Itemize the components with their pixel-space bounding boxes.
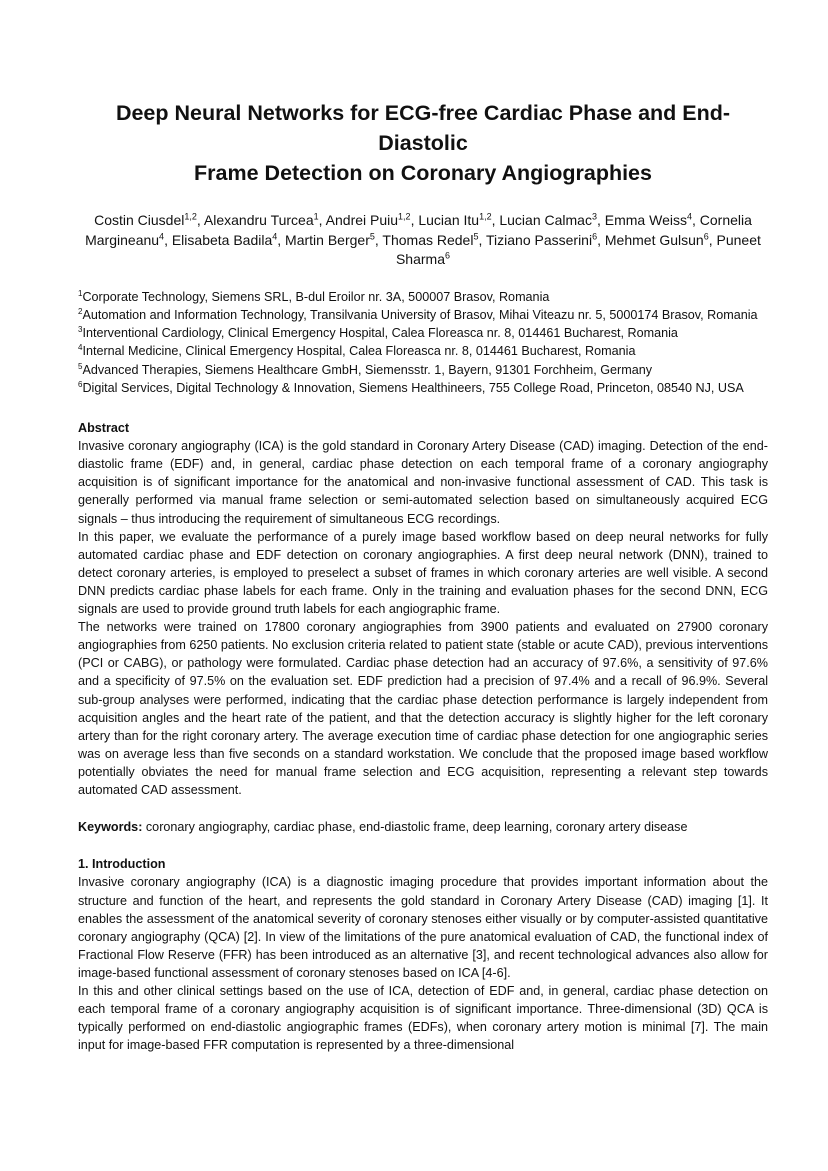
keywords-line	[78, 818, 768, 836]
affiliation-item	[78, 288, 768, 306]
author-name: Mehmet Gulsun	[604, 231, 704, 248]
author-affiliation-mark: 1	[313, 211, 319, 222]
author-affiliation-mark: 6	[703, 230, 709, 241]
author-affiliation-mark: 1,2	[398, 211, 411, 222]
introduction-paragraph: Invasive coronary angiography (ICA) is a diagnostic imaging procedure that provides important information about the structure and function of the heart, and represents the gold standard in Coronary Artery Disease (CAD) imaging [1]. It enables the assessment of the anatomical severity of coronary stenoses either visually or by computer-assisted quantitative coronary angiography (QCA) [2]. In view of the limitations of the pure anatomical evaluation of CAD, the functional index of Fractional Flow Reserve (FFR) has been introduced as an alternative [3], and recent technological advances also allow for image-based functional assessment of coronary stenoses based on ICA [4-6].	[78, 875, 768, 980]
author-separator: ,	[596, 212, 605, 228]
title-line-2: Frame Detection on Coronary Angiographies	[194, 161, 652, 185]
author-name: Elisabeta Badila	[171, 231, 273, 248]
affiliation-number: 4	[78, 343, 83, 353]
affiliation-text: Digital Services, Digital Technology & Innovation, Siemens Healthineers, 755 College Road, Princeton, 08540 NJ, USA	[82, 380, 744, 395]
author-name: Thomas Redel	[382, 231, 474, 248]
author-name: Tiziano Passerini	[486, 231, 593, 248]
author-name: Lucian Calmac	[499, 212, 592, 228]
introduction-heading: 1. Introduction	[78, 857, 166, 872]
author-separator: ,	[478, 231, 486, 248]
affiliation-number: 1	[78, 288, 83, 298]
paper-page	[78, 98, 768, 1054]
affiliation-text: Interventional Cardiology, Clinical Emergency Hospital, Calea Floreasca nr. 8, 014461 Bucharest, Romania	[82, 326, 678, 341]
author-separator: ,	[491, 212, 500, 228]
abstract-paragraph: The networks were trained on 17800 coronary angiographies from 3900 patients and evaluated on 27900 coronary angiographies from 6250 patients. No exclusion criteria related to patient state (stable or acute CAD), previous interventions (PCI or CABG), or pathology were formulated. Cardiac phase detection had an accuracy of 97.6%, a sensitivity of 97.6% and a specificity of 97.5% on the evaluation set. EDF prediction had a precision of 97.4% and a recall of 96.9%. Several sub-group analyses were performed, indicating that the cardiac phase detection performance is largely independent from acquisition angles and the heart rate of the patient, and that the detection accuracy is slightly higher for the left coronary artery than for the right coronary artery. The average execution time of cardiac phase detection for one angiographic series was on average less than five seconds on a standard workstation. We conclude that the proposed image based workflow potentially obviates the need for manual frame selection and ECG acquisition, representing a relevant step towards automated CAD assessment.	[78, 620, 768, 797]
paper-title	[78, 98, 768, 188]
author-affiliation-mark: 6	[592, 230, 598, 241]
affiliation-item	[78, 324, 768, 342]
affiliation-number: 2	[78, 306, 83, 316]
abstract-heading: Abstract	[78, 421, 130, 435]
affiliation-text: Corporate Technology, Siemens SRL, B-dul Eroilor nr. 3A, 500007 Brasov, Romania	[82, 289, 550, 304]
abstract-paragraph: Invasive coronary angiography (ICA) is the gold standard in Coronary Artery Disease (CAD) imaging. Detection of the end-diastolic frame (EDF) and, in general, cardiac phase detection on each temporal frame of a coronary angiography acquisition is of significant importance for the anatomical and non-invasive functional assessment of CAD. This task is generally performed via manual frame selection or semi-automated selection based on simultaneously acquired ECG signals – thus introducing the requirement of simultaneous ECG recordings.	[78, 439, 768, 526]
author-name: Emma Weiss	[604, 212, 687, 228]
author-list	[78, 211, 768, 270]
author-affiliation-mark: 3	[591, 211, 597, 222]
affiliation-number: 3	[78, 325, 83, 334]
author-name: Cornelia Margineanu	[85, 212, 752, 248]
author-separator: ,	[277, 231, 286, 248]
author-affiliation-mark: 6	[445, 250, 451, 261]
introduction-paragraph: In this and other clinical settings based on the use of ICA, detection of EDF and, in general, cardiac phase detection on each temporal frame of a coronary angiography acquisition is of significant importance. Three-dimensional (3D) QCA is typically performed on end-diastolic angiographic frames (EDFs), when coronary artery motion is minimal [7]. The main input for image-based FFR computation is represented by a three-dimensional	[78, 984, 768, 1053]
author-name: Martin Berger	[285, 231, 370, 248]
introduction-body	[78, 873, 768, 1054]
author-name: Costin Ciusdel	[94, 212, 185, 228]
title-line-1: Deep Neural Networks for ECG-free Cardiac Phase and End-Diastolic	[115, 101, 731, 155]
keywords-text: coronary angiography, cardiac phase, end-diastolic frame, deep learning, coronary artery disease	[142, 820, 688, 835]
affiliation-text: Internal Medicine, Clinical Emergency Hospital, Calea Floreasca nr. 8, 014461 Bucharest, Romania	[82, 344, 636, 359]
author-affiliation-mark: 1,2	[479, 211, 492, 222]
affiliation-number: 6	[78, 379, 83, 389]
abstract-paragraph: In this paper, we evaluate the performance of a purely image based workflow based on deep neural networks for fully automated cardiac phase and EDF detection on coronary angiographies. A first deep neural network (DNN), trained to detect coronary arteries, is employed to preselect a subset of frames in which coronary arteries are well visible. A second DNN predicts cardiac phase labels for each frame. Only in the training and evaluation phases for the second DNN, ECG signals are used to provide ground truth labels for each angiographic frame.	[78, 529, 768, 617]
author-separator: ,	[597, 231, 605, 248]
author-separator: ,	[691, 212, 700, 228]
affiliation-item	[78, 306, 768, 324]
author-name: Alexandru Turcea	[203, 212, 314, 228]
affiliation-text: Automation and Information Technology, Transilvania University of Brasov, Mihai Viteazu nr. 5, 5000174 Brasov, Romania	[82, 307, 758, 322]
author-name: Lucian Itu	[418, 212, 480, 228]
affiliation-text: Advanced Therapies, Siemens Healthcare GmbH, Siemensstr. 1, Bayern, 91301 Forchheim, Germany	[82, 362, 653, 377]
author-separator: ,	[196, 212, 204, 228]
author-affiliation-mark: 5	[369, 230, 375, 241]
author-affiliation-mark: 4	[159, 230, 165, 241]
author-separator: ,	[708, 231, 717, 248]
author-name: Puneet Sharma	[395, 231, 761, 268]
author-separator: ,	[410, 212, 419, 228]
abstract-body	[78, 437, 768, 799]
affiliation-number: 5	[78, 361, 83, 371]
author-affiliation-mark: 4	[686, 211, 692, 222]
keywords-label: Keywords:	[78, 820, 143, 835]
author-affiliation-mark: 1,2	[184, 211, 197, 222]
author-separator: ,	[164, 231, 172, 248]
affiliation-item	[78, 361, 768, 379]
author-separator: ,	[318, 212, 326, 228]
author-separator: ,	[374, 231, 383, 248]
affiliation-item	[78, 379, 768, 397]
affiliation-item	[78, 342, 768, 360]
affiliation-list	[78, 288, 768, 397]
author-name: Andrei Puiu	[325, 212, 399, 228]
author-affiliation-mark: 5	[473, 230, 479, 241]
author-affiliation-mark: 4	[272, 230, 278, 241]
